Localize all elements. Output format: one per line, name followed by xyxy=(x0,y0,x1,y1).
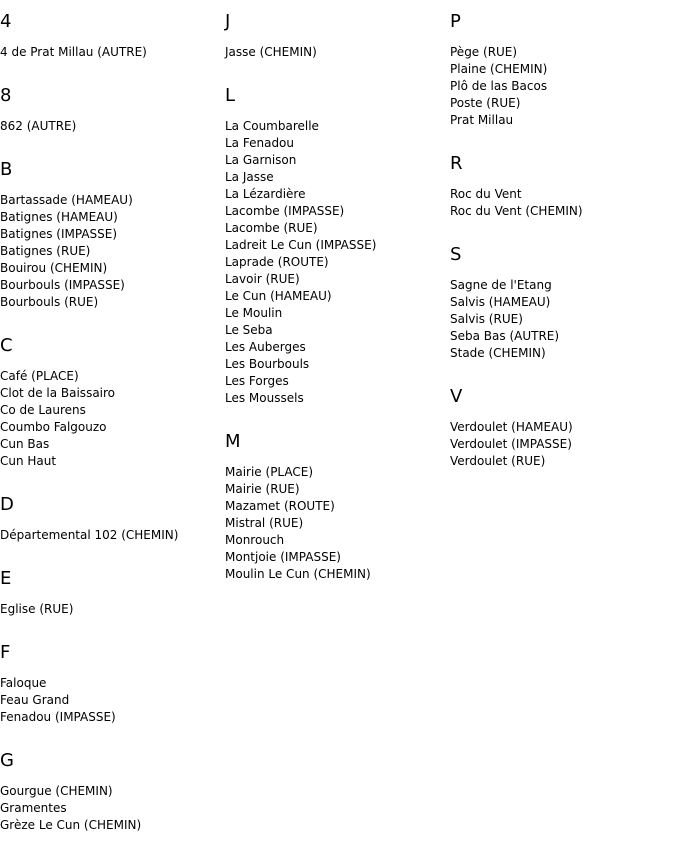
street-link[interactable]: Batignes (RUE) xyxy=(0,244,91,258)
street-link[interactable]: Ladreit Le Cun (IMPASSE) xyxy=(225,238,377,252)
street-list-item xyxy=(225,152,450,169)
street-list xyxy=(0,44,225,61)
street-link[interactable]: Laprade (ROUTE) xyxy=(225,255,329,269)
street-link[interactable]: Les Moussels xyxy=(225,391,304,405)
letter-heading: S xyxy=(450,244,462,265)
street-link[interactable]: Pège (RUE) xyxy=(450,45,518,59)
street-list-item xyxy=(450,345,675,362)
street-link[interactable]: Bartassade (HAMEAU) xyxy=(0,193,133,207)
street-list-item xyxy=(450,112,675,129)
letter-heading: 8 xyxy=(0,85,12,106)
letter-group xyxy=(0,10,225,61)
street-list xyxy=(0,675,225,726)
street-list-item xyxy=(225,390,450,407)
street-list-item xyxy=(225,135,450,152)
letter-group xyxy=(0,84,225,135)
street-list xyxy=(450,419,675,470)
street-link[interactable]: Feau Grand xyxy=(0,693,70,707)
letter-heading: M xyxy=(225,431,241,452)
street-list xyxy=(0,368,225,470)
street-list xyxy=(0,527,225,544)
street-link[interactable]: Faloque xyxy=(0,676,47,690)
street-list-item xyxy=(450,95,675,112)
street-list-item xyxy=(0,436,225,453)
letter-group xyxy=(0,158,225,311)
street-link[interactable]: Prat Millau xyxy=(450,113,514,127)
street-list-item xyxy=(450,61,675,78)
street-list-item xyxy=(0,118,225,135)
street-link[interactable]: Roc du Vent (CHEMIN) xyxy=(450,204,583,218)
street-link[interactable]: Bourbouls (RUE) xyxy=(0,295,99,309)
street-list-item xyxy=(225,566,450,583)
street-link[interactable]: Cun Bas xyxy=(0,437,50,451)
street-list xyxy=(225,44,450,61)
street-list-item xyxy=(0,817,225,834)
street-list xyxy=(0,783,225,834)
street-link[interactable]: Les Auberges xyxy=(225,340,306,354)
street-list-item xyxy=(225,481,450,498)
street-link[interactable]: Mazamet (ROUTE) xyxy=(225,499,335,513)
street-list-item xyxy=(0,260,225,277)
street-list-item xyxy=(225,220,450,237)
street-list-item xyxy=(0,709,225,726)
street-list-item xyxy=(450,328,675,345)
street-link[interactable]: Poste (RUE) xyxy=(450,96,521,110)
street-link[interactable]: Le Moulin xyxy=(225,306,283,320)
letter-heading: P xyxy=(450,11,461,32)
letter-heading: R xyxy=(450,153,463,174)
street-list-item xyxy=(0,783,225,800)
street-link[interactable]: Bouirou (CHEMIN) xyxy=(0,261,108,275)
street-list-item xyxy=(0,675,225,692)
street-link[interactable]: Lacombe (RUE) xyxy=(225,221,318,235)
street-column-2 xyxy=(225,10,450,606)
letter-group xyxy=(0,567,225,618)
street-list-item xyxy=(225,203,450,220)
street-list-item xyxy=(450,453,675,470)
street-link[interactable]: La Jasse xyxy=(225,170,274,184)
street-link[interactable]: Batignes (IMPASSE) xyxy=(0,227,118,241)
street-link[interactable]: Départemental 102 (CHEMIN) xyxy=(0,528,179,542)
street-list-item xyxy=(0,226,225,243)
street-link[interactable]: Roc du Vent xyxy=(450,187,522,201)
letter-heading: L xyxy=(225,85,236,106)
street-list-item xyxy=(0,294,225,311)
street-list-item xyxy=(225,339,450,356)
street-link[interactable]: Montjoie (IMPASSE) xyxy=(225,550,341,564)
street-link[interactable]: Co de Laurens xyxy=(0,403,86,417)
street-link[interactable]: Verdoulet (IMPASSE) xyxy=(450,437,572,451)
street-list-item xyxy=(225,532,450,549)
street-link[interactable]: Eglise (RUE) xyxy=(0,602,74,616)
street-list-item xyxy=(450,277,675,294)
street-list-item xyxy=(0,800,225,817)
street-list xyxy=(450,186,675,220)
street-link[interactable]: 4 de Prat Millau (AUTRE) xyxy=(0,45,147,59)
street-list-item xyxy=(450,436,675,453)
street-list-item xyxy=(450,44,675,61)
street-link[interactable]: Seba Bas (AUTRE) xyxy=(450,329,560,343)
street-list-item xyxy=(225,322,450,339)
street-list-item xyxy=(450,419,675,436)
street-list-item xyxy=(0,277,225,294)
street-link[interactable]: Bourbouls (IMPASSE) xyxy=(0,278,125,292)
street-link[interactable]: La Garnison xyxy=(225,153,297,167)
street-link[interactable]: Mistral (RUE) xyxy=(225,516,304,530)
street-list xyxy=(0,192,225,311)
street-link[interactable]: Jasse (CHEMIN) xyxy=(225,45,317,59)
street-link[interactable]: La Fenadou xyxy=(225,136,295,150)
street-column-3 xyxy=(450,10,675,493)
street-link[interactable]: Plaine (CHEMIN) xyxy=(450,62,548,76)
street-list-item xyxy=(0,402,225,419)
street-list xyxy=(225,464,450,583)
street-link[interactable]: Cun Haut xyxy=(0,454,57,468)
street-link[interactable]: Café (PLACE) xyxy=(0,369,79,383)
street-link[interactable]: 862 (AUTRE) xyxy=(0,119,77,133)
street-list-item xyxy=(450,294,675,311)
street-link[interactable]: Gramentes xyxy=(0,801,67,815)
street-list-item xyxy=(225,515,450,532)
street-list-item xyxy=(0,527,225,544)
letter-heading: B xyxy=(0,159,13,180)
street-list-item xyxy=(450,311,675,328)
street-link[interactable]: Coumbo Falgouzo xyxy=(0,420,107,434)
street-link[interactable]: Stade (CHEMIN) xyxy=(450,346,546,360)
letter-heading: F xyxy=(0,642,11,663)
street-list-item xyxy=(225,44,450,61)
street-list-item xyxy=(225,356,450,373)
street-list-item xyxy=(0,419,225,436)
street-link[interactable]: Mairie (RUE) xyxy=(225,482,300,496)
letter-group xyxy=(225,430,450,583)
street-list-item xyxy=(0,192,225,209)
street-link[interactable]: Salvis (RUE) xyxy=(450,312,523,326)
street-list xyxy=(225,118,450,407)
letter-group xyxy=(0,749,225,834)
street-link[interactable]: Le Cun (HAMEAU) xyxy=(225,289,332,303)
street-list-item xyxy=(225,237,450,254)
street-link[interactable]: Grèze Le Cun (CHEMIN) xyxy=(0,818,142,832)
letter-group xyxy=(225,10,450,61)
letter-group xyxy=(0,334,225,470)
street-list-item xyxy=(0,385,225,402)
street-link[interactable]: Verdoulet (HAMEAU) xyxy=(450,420,573,434)
street-list-item xyxy=(0,453,225,470)
letter-group xyxy=(0,641,225,726)
letter-group xyxy=(450,385,675,470)
street-link[interactable]: Clot de la Baissairo xyxy=(0,386,116,400)
street-list xyxy=(450,44,675,129)
street-link[interactable]: Les Bourbouls xyxy=(225,357,310,371)
street-list-item xyxy=(0,243,225,260)
letter-heading: D xyxy=(0,494,14,515)
street-list-item xyxy=(225,373,450,390)
letter-heading: C xyxy=(0,335,13,356)
street-list-item xyxy=(225,254,450,271)
street-link[interactable]: Moulin Le Cun (CHEMIN) xyxy=(225,567,371,581)
letter-group xyxy=(450,10,675,129)
letter-heading: J xyxy=(225,11,231,32)
street-list-item xyxy=(225,305,450,322)
street-list-item xyxy=(450,203,675,220)
street-list-item xyxy=(225,271,450,288)
street-column-1 xyxy=(0,10,225,857)
letter-heading: E xyxy=(0,568,12,589)
street-link[interactable]: Lacombe (IMPASSE) xyxy=(225,204,345,218)
street-list-item xyxy=(450,186,675,203)
letter-heading: 4 xyxy=(0,11,12,32)
street-list-item xyxy=(225,288,450,305)
street-list xyxy=(0,118,225,135)
street-link[interactable]: Plô de las Bacos xyxy=(450,79,548,93)
street-list-item xyxy=(0,692,225,709)
street-list xyxy=(450,277,675,362)
street-list-item xyxy=(225,118,450,135)
street-list-item xyxy=(225,169,450,186)
street-link[interactable]: Verdoulet (RUE) xyxy=(450,454,546,468)
street-link[interactable]: Gourgue (CHEMIN) xyxy=(0,784,113,798)
street-list-item xyxy=(0,368,225,385)
letter-heading: V xyxy=(450,386,463,407)
street-link[interactable]: Lavoir (RUE) xyxy=(225,272,300,286)
street-list-item xyxy=(225,464,450,481)
street-link[interactable]: Monrouch xyxy=(225,533,285,547)
street-list-item xyxy=(0,601,225,618)
street-list-item xyxy=(0,209,225,226)
letter-group xyxy=(450,152,675,220)
street-link[interactable]: La Coumbarelle xyxy=(225,119,319,133)
street-list xyxy=(0,601,225,618)
letter-group xyxy=(450,243,675,362)
street-link[interactable]: Les Forges xyxy=(225,374,289,388)
letter-group xyxy=(225,84,450,407)
letter-group xyxy=(0,493,225,544)
street-link[interactable]: Mairie (PLACE) xyxy=(225,465,314,479)
street-link[interactable]: La Lézardière xyxy=(225,187,306,201)
street-link[interactable]: Sagne de l'Etang xyxy=(450,278,552,292)
street-link[interactable]: Le Seba xyxy=(225,323,273,337)
street-list-item xyxy=(450,78,675,95)
street-list-item xyxy=(225,498,450,515)
street-link[interactable]: Batignes (HAMEAU) xyxy=(0,210,118,224)
letter-heading: G xyxy=(0,750,14,771)
street-link[interactable]: Salvis (HAMEAU) xyxy=(450,295,551,309)
street-list-item xyxy=(225,549,450,566)
street-link[interactable]: Fenadou (IMPASSE) xyxy=(0,710,116,724)
street-list-item xyxy=(0,44,225,61)
street-list-item xyxy=(225,186,450,203)
